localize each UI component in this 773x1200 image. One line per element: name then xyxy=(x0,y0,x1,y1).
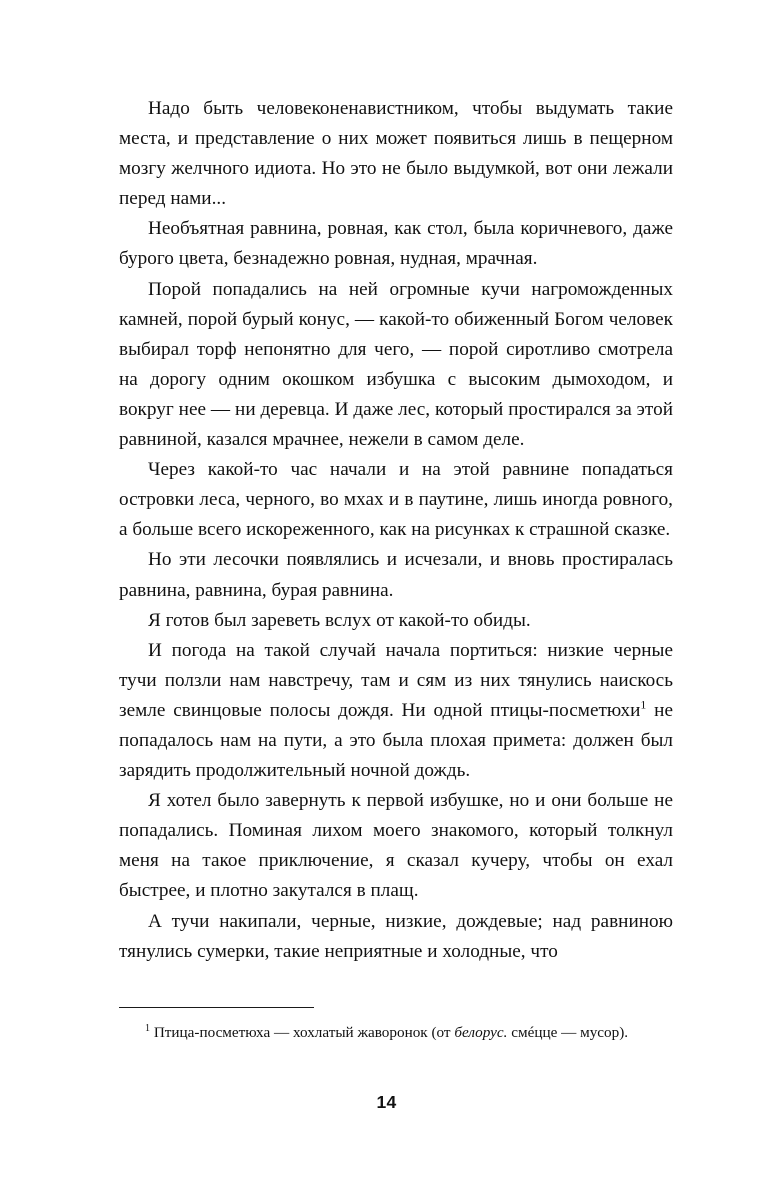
paragraph: Необъятная равнина, ровная, как стол, была коричневого, даже бурого цвета, безнадежно ровная, нудная, мрачная. xyxy=(119,218,673,270)
page-number: 14 xyxy=(376,1092,397,1112)
footnote-text xyxy=(119,1020,673,1046)
paragraph: Порой попадались на ней огромные кучи нагроможденных камней, порой бурый конус, — какой-то обиженный Богом человек выбирал торф непонятно для чего, — порой сиротливо смотрела на дорогу одним окошком избушка с высоким дымоходом, и вокруг нее — ни деревца. И даже лес, который простирался за этой равниной, казался мрачнее, нежели в самом деле. xyxy=(119,278,673,451)
paragraph: Надо быть человеконенавистником, чтобы выдумать такие места, и представление о них может появиться лишь в пещерном мозгу желчного идиота. Но это не было выдумкой, вот они лежали перед нами... xyxy=(119,98,673,210)
footnote-reference-marker[interactable]: 1 xyxy=(640,697,647,712)
footnote-italic-source: белорус. xyxy=(454,1024,508,1041)
footnote-part-two: смéцце — мусор). xyxy=(507,1024,629,1041)
footnote-separator-rule xyxy=(119,1007,314,1008)
footnote-number: 1 xyxy=(145,1022,151,1034)
paragraph: Я хотел было завернуть к первой избушке, но и они больше не попадались. Поминая лихом моего знакомого, который толкнул меня на такое приключение, я сказал кучеру, чтобы он ехал быстрее, и плотно закутался в плащ. xyxy=(119,790,673,902)
page-text-block xyxy=(119,94,673,967)
paragraph: Я готов был зареветь вслух от какой-то обиды. xyxy=(148,609,531,631)
footnote-part-one: Птица-посметюха — хохлатый жаворонок (от xyxy=(153,1024,455,1041)
paragraph: А тучи накипали, черные, низкие, дождевые; над равниною тянулись сумерки, такие неприятные и холодные, что xyxy=(119,910,673,962)
paragraph-text-before-ref: И погода на такой случай начала портиться: низкие черные тучи ползли нам навстречу, там и сям из них тянулись наискось земле свинцовые полосы дождя. Ни одной птицы-посметюхи xyxy=(119,639,673,721)
paragraph-text-after-ref: не попадалось нам на пути, а это была плохая примета: должен был зарядить продолжительный ночной дождь. xyxy=(119,699,673,782)
paragraph: Через какой-то час начали и на этой равнине попадаться островки леса, черного, во мхах и в паутине, лишь иногда ровного, а больше всего искореженного, как на рисунках к страшной сказке. xyxy=(119,459,673,541)
footnote-area xyxy=(119,1007,673,1046)
paragraph: Но эти лесочки появлялись и исчезали, и вновь простиралась равнина, равнина, бурая равнина. xyxy=(119,549,673,601)
paragraph-with-footnote-ref xyxy=(119,636,673,786)
